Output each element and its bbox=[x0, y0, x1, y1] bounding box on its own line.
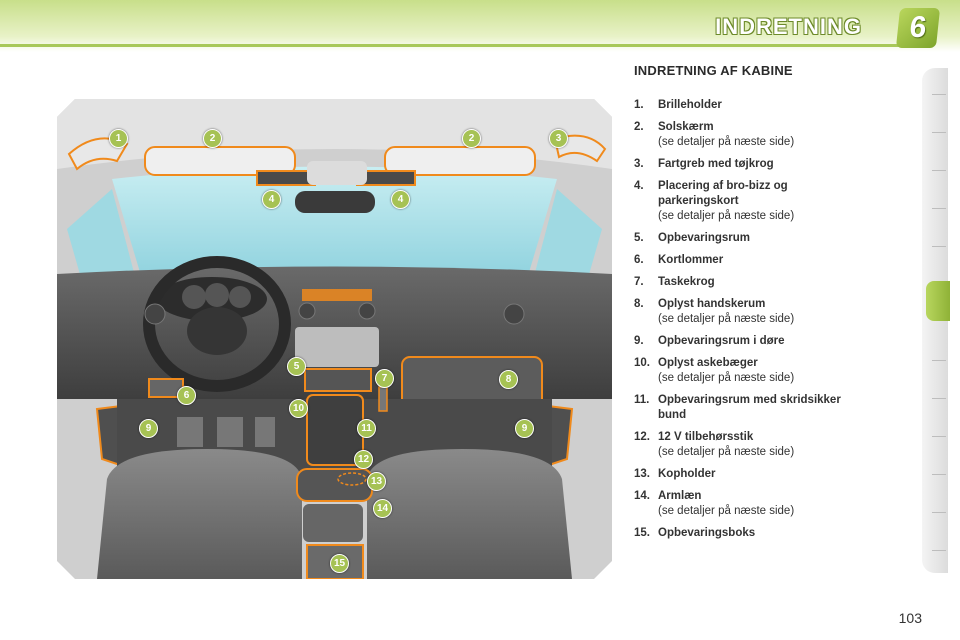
tab-divider bbox=[932, 398, 946, 399]
item-number: 7. bbox=[634, 276, 644, 288]
list-item bbox=[634, 334, 849, 349]
list-item bbox=[634, 393, 849, 423]
list-item bbox=[634, 430, 849, 460]
callout-2: 2 bbox=[462, 129, 481, 148]
item-label: Oplyst handskerum bbox=[658, 298, 766, 310]
item-label: Armlæn bbox=[658, 490, 702, 502]
callout-2: 2 bbox=[203, 129, 222, 148]
callout-15: 15 bbox=[330, 554, 349, 573]
item-list bbox=[634, 98, 849, 548]
list-item bbox=[634, 489, 849, 519]
item-label: Opbevaringsrum i døre bbox=[658, 335, 785, 347]
callout-3: 3 bbox=[549, 129, 568, 148]
item-number: 13. bbox=[634, 468, 650, 480]
callout-4: 4 bbox=[262, 190, 281, 209]
item-label: Placering af bro-bizz og parkeringskort bbox=[658, 180, 788, 207]
item-label: Oplyst askebæger bbox=[658, 357, 758, 369]
page-title: INDRETNING bbox=[715, 14, 862, 39]
item-label: Kopholder bbox=[658, 468, 716, 480]
list-item bbox=[634, 356, 849, 386]
tab-divider bbox=[932, 360, 946, 361]
tab-divider bbox=[932, 94, 946, 95]
callout-9: 9 bbox=[515, 419, 534, 438]
item-note: (se detaljer på næste side) bbox=[658, 313, 795, 325]
list-item bbox=[634, 253, 849, 268]
page-number: 103 bbox=[898, 610, 922, 626]
item-number: 3. bbox=[634, 158, 644, 170]
callout-6: 6 bbox=[177, 386, 196, 405]
item-number: 5. bbox=[634, 232, 644, 244]
list-item bbox=[634, 467, 849, 482]
list-item bbox=[634, 120, 849, 150]
tab-divider bbox=[932, 474, 946, 475]
callout-12: 12 bbox=[354, 450, 373, 469]
list-item bbox=[634, 98, 849, 113]
item-label: Solskærm bbox=[658, 121, 714, 133]
item-note: (se detaljer på næste side) bbox=[658, 505, 795, 517]
item-label: Brilleholder bbox=[658, 99, 722, 111]
section-title: INDRETNING AF KABINE bbox=[634, 63, 793, 78]
callout-8: 8 bbox=[499, 370, 518, 389]
header-rule bbox=[0, 44, 900, 47]
callout-4: 4 bbox=[391, 190, 410, 209]
item-number: 1. bbox=[634, 99, 644, 111]
item-note: (se detaljer på næste side) bbox=[658, 446, 795, 458]
item-label: Kortlommer bbox=[658, 254, 724, 266]
chapter-tab-active[interactable] bbox=[926, 281, 950, 321]
item-note: (se detaljer på næste side) bbox=[658, 136, 795, 148]
list-item bbox=[634, 179, 849, 224]
item-label: Opbevaringsrum bbox=[658, 232, 751, 244]
list-item bbox=[634, 231, 849, 246]
callout-9: 9 bbox=[139, 419, 158, 438]
item-number: 4. bbox=[634, 180, 644, 192]
tab-divider bbox=[932, 550, 946, 551]
callout-5: 5 bbox=[287, 357, 306, 376]
list-item bbox=[634, 275, 849, 290]
item-number: 9. bbox=[634, 335, 644, 347]
item-label: Taskekrog bbox=[658, 276, 715, 288]
list-item bbox=[634, 157, 849, 172]
callout-14: 14 bbox=[373, 499, 392, 518]
callout-10: 10 bbox=[289, 399, 308, 418]
item-number: 2. bbox=[634, 121, 644, 133]
item-number: 6. bbox=[634, 254, 644, 266]
item-number: 10. bbox=[634, 357, 650, 369]
tab-divider bbox=[932, 436, 946, 437]
item-number: 8. bbox=[634, 298, 644, 310]
list-item bbox=[634, 297, 849, 327]
callout-1: 1 bbox=[109, 129, 128, 148]
item-label: Fartgreb med tøjkrog bbox=[658, 158, 774, 170]
list-item bbox=[634, 526, 849, 541]
callout-11: 11 bbox=[357, 419, 376, 438]
chapter-badge: 6 bbox=[896, 8, 940, 48]
item-note: (se detaljer på næste side) bbox=[658, 210, 795, 222]
item-label: Opbevaringsrum med skridsikker bund bbox=[658, 394, 841, 421]
item-label: 12 V tilbehørsstik bbox=[658, 431, 754, 443]
cabin-drawing bbox=[57, 99, 612, 579]
callout-7: 7 bbox=[375, 369, 394, 388]
tab-divider bbox=[932, 132, 946, 133]
item-number: 14. bbox=[634, 490, 650, 502]
callout-13: 13 bbox=[367, 472, 386, 491]
tab-divider bbox=[932, 246, 946, 247]
item-number: 15. bbox=[634, 527, 650, 539]
tab-divider bbox=[932, 170, 946, 171]
item-label: Opbevaringsboks bbox=[658, 527, 756, 539]
tab-divider bbox=[932, 208, 946, 209]
item-number: 11. bbox=[634, 394, 650, 406]
tab-divider bbox=[932, 512, 946, 513]
cabin-illustration bbox=[57, 99, 612, 579]
item-note: (se detaljer på næste side) bbox=[658, 372, 795, 384]
item-number: 12. bbox=[634, 431, 650, 443]
